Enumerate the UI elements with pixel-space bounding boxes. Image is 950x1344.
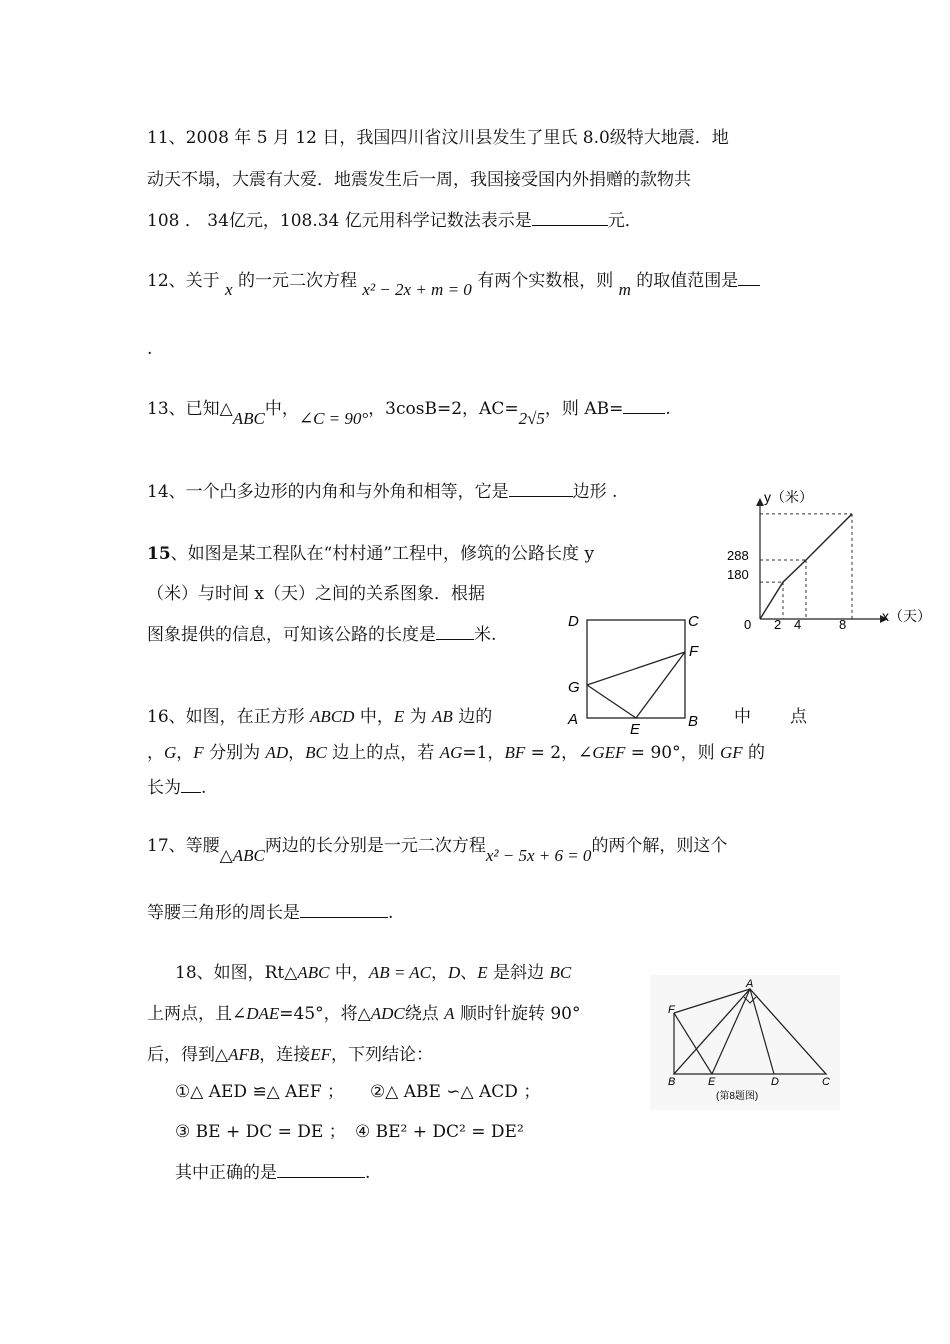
q16-zhong: 中: [734, 707, 751, 727]
q16-square-figure: [560, 608, 710, 738]
q17-text-1: 17、等腰: [147, 836, 220, 856]
q16-text-len: 长为: [147, 778, 181, 798]
q18-end: .: [365, 1163, 371, 1183]
q16-text-4: 边的: [452, 707, 493, 727]
q12-var-x: x: [225, 280, 233, 299]
q18-line1: [175, 961, 571, 985]
q16-gef: ∠GEF: [578, 743, 626, 762]
q18-a: A: [444, 1004, 455, 1023]
label-d: D: [568, 613, 579, 630]
q18-dae: DAE: [246, 1004, 280, 1023]
q18-answer-blank[interactable]: [277, 1161, 365, 1178]
q12-text-3: 有两个实数根，则: [477, 271, 614, 291]
q16-t-b: ，: [176, 743, 194, 763]
y-axis-arrow-icon: [756, 498, 764, 506]
q16-line3: [147, 776, 206, 800]
q15-number: 15: [147, 544, 171, 564]
q16-f: F: [193, 743, 204, 762]
q16-line2: [147, 741, 765, 765]
q18-line2: [147, 1002, 581, 1026]
q14-text-2: 边形 .: [572, 482, 618, 502]
q18-adc: ADC: [370, 1004, 405, 1023]
q15-line2: （米）与时间 x（天）之间的关系图象．根据: [147, 584, 485, 604]
q12-answer-blank[interactable]: [738, 269, 760, 286]
q14-text-1: 14、一个凸多边形的内角和与外角和相等，它是: [147, 482, 509, 502]
q18-t4: 、: [460, 963, 478, 983]
q13-abc: ABC: [232, 409, 265, 428]
q18-t12: ，下列结论：: [331, 1045, 434, 1065]
q13-answer-blank[interactable]: [623, 397, 665, 414]
label-f: F: [668, 1004, 675, 1016]
q16-g: G: [164, 743, 177, 762]
q18-conclusion-4: ④ BE² + DC² = DE²: [355, 1122, 524, 1142]
q16-answer-blank[interactable]: [181, 776, 201, 793]
q11-line3: [147, 209, 642, 233]
q18-triangle-figure: [650, 975, 840, 1110]
q17-equation: x² − 5x + 6 = 0: [485, 846, 592, 865]
segment-gf: [587, 652, 685, 685]
q18-conclusion-3: ③ BE + DC = DE ；: [175, 1122, 346, 1142]
label-a: A: [746, 978, 754, 990]
q13-line: [147, 397, 671, 428]
label-g: G: [568, 679, 580, 696]
q15-line1: [147, 542, 594, 566]
q16-line1: [147, 705, 492, 729]
q12-end: .: [147, 339, 153, 359]
q12-line1: [147, 269, 760, 299]
path-g-e-f: [587, 652, 685, 718]
q17-text-2: 两边的长分别是一元二次方程: [264, 836, 486, 856]
q12-var-m: m: [618, 280, 631, 299]
label-b: B: [688, 713, 699, 730]
q18-t5: 是斜边: [487, 963, 550, 983]
q16-e: E: [393, 707, 405, 726]
q15-line3: [147, 623, 496, 647]
q16-dian: 点: [790, 707, 807, 727]
q15-text-3: 图象提供的信息，可知该公路的长度是: [147, 625, 436, 645]
q16-abcd: ABCD: [310, 707, 355, 726]
q15-graph-figure: [722, 484, 942, 634]
q17-end: .: [388, 903, 394, 923]
q18-ef: EF: [310, 1045, 332, 1064]
x-axis-label: x（天）: [882, 608, 931, 624]
q18-t6: 上两点，且∠: [147, 1004, 247, 1024]
q13-text-1: 13、已知△: [147, 399, 233, 419]
q13-text-4: ，则 AB=: [544, 399, 624, 419]
q13-text-3: ，3cosB=2，AC=: [368, 399, 519, 419]
q11-line1: 11、2008 年 5 月 12 日，我国四川省汶川县发生了里氏 8.0级特大地震．地: [147, 128, 729, 148]
y-tick-180: 180: [727, 567, 749, 582]
q16-bc: BC: [305, 743, 327, 762]
q18-e: E: [477, 963, 488, 982]
q16-bf: BF: [504, 743, 526, 762]
q18-t10: 后，得到△: [147, 1045, 229, 1065]
q18-bc: BC: [549, 963, 572, 982]
figure-caption: (第8题图): [716, 1091, 759, 1102]
label-e: E: [708, 1076, 716, 1088]
q18-t13: 其中正确的是: [175, 1163, 277, 1183]
label-c: C: [688, 613, 699, 630]
q16-t-a: ，: [147, 743, 164, 763]
label-e: E: [630, 721, 641, 738]
q11-line2: 动天不塌，大震有大爱．地震发生后一周，我国接受国内外捐赠的款物共: [147, 170, 691, 190]
q16-t-d: ，: [288, 743, 306, 763]
q16-t-f: =1，: [462, 743, 505, 763]
q12-equation: x² − 2x + m = 0: [362, 280, 472, 299]
label-f: F: [689, 643, 699, 660]
q16-ad: AD: [265, 743, 289, 762]
graph-lines: [760, 514, 852, 619]
label-a: A: [568, 711, 579, 728]
q16-text-2: 中，: [354, 707, 394, 727]
q18-t1: 18、如图，Rt△: [175, 963, 298, 983]
q18-t3: ，: [431, 963, 449, 983]
q18-conclusion-1: ①△ AED ≌△ AEF ；: [175, 1082, 345, 1102]
q14-answer-blank[interactable]: [509, 480, 573, 497]
q18-t7: =45°，将△: [279, 1004, 371, 1024]
q12-text-4: 的取值范围是: [636, 271, 739, 291]
q18-line5: [175, 1161, 370, 1185]
q13-end: .: [665, 399, 671, 419]
q16-t-e: 边上的点，若: [326, 743, 440, 763]
x-tick-0: 0: [744, 617, 752, 632]
q11-unit: 元．: [607, 211, 642, 231]
label-b: B: [668, 1076, 676, 1088]
y-tick-288: 288: [727, 548, 749, 563]
x-tick-4: 4: [794, 617, 802, 632]
q18-line3: [147, 1043, 433, 1067]
q18-conclusion-2: ②△ ABE ∽△ ACD ；: [370, 1082, 541, 1102]
label-d: D: [771, 1076, 779, 1088]
q17-line1: [147, 834, 728, 865]
q16-text-3: 为: [404, 707, 433, 727]
q11-answer-blank[interactable]: [532, 209, 608, 226]
q18-afb: AFB: [228, 1045, 260, 1064]
q17-text-4: 等腰三角形的周长是: [147, 903, 300, 923]
q17-triangle: △ABC: [219, 846, 265, 865]
q13-text-2: 中，: [264, 399, 299, 419]
q16-t-i: 的: [742, 743, 766, 763]
q16-ag: AG: [439, 743, 463, 762]
y-axis-label: y（米）: [764, 489, 813, 505]
x-tick-2: 2: [774, 617, 782, 632]
x-tick-8: 8: [839, 617, 847, 632]
q16-text-1: 16、如图，在正方形: [147, 707, 311, 727]
q13-angle: ∠C = 90°: [298, 409, 369, 428]
q18-t9: 顺时针旋转 90°: [454, 1004, 581, 1024]
q16-t-h: = 90°，则: [625, 743, 720, 763]
q17-text-3: 的两个解，则这个: [591, 836, 728, 856]
q15-answer-blank[interactable]: [436, 623, 474, 640]
q18-t2: 中，: [329, 963, 369, 983]
q17-line2: [147, 901, 393, 925]
q16-t-g: = 2，: [525, 743, 579, 763]
q18-t8: 绕点: [404, 1004, 445, 1024]
q18-ab-ac: AB = AC: [368, 963, 432, 982]
q16-t-c: 分别为: [203, 743, 266, 763]
q13-ac-value: 2√5: [518, 409, 545, 428]
q16-ab: AB: [432, 707, 453, 726]
q15-text-1: 、如图是某工程队在“村村通”工程中，修筑的公路长度 y: [170, 544, 595, 564]
q12-text-2: 的一元二次方程: [238, 271, 357, 291]
q16-end: .: [201, 778, 207, 798]
q16-gf: GF: [719, 743, 743, 762]
q18-t11: ，连接: [259, 1045, 311, 1065]
q11-text: 108 ． 34亿元，108.34 亿元用科学记数法表示是: [147, 211, 532, 231]
q18-d: D: [448, 963, 461, 982]
q17-answer-blank[interactable]: [300, 901, 388, 918]
label-c: C: [822, 1076, 830, 1088]
q14-line: [147, 480, 617, 504]
q12-text-1: 12、关于: [147, 271, 220, 291]
q18-abc: ABC: [297, 963, 330, 982]
q15-unit: 米.: [474, 625, 497, 645]
